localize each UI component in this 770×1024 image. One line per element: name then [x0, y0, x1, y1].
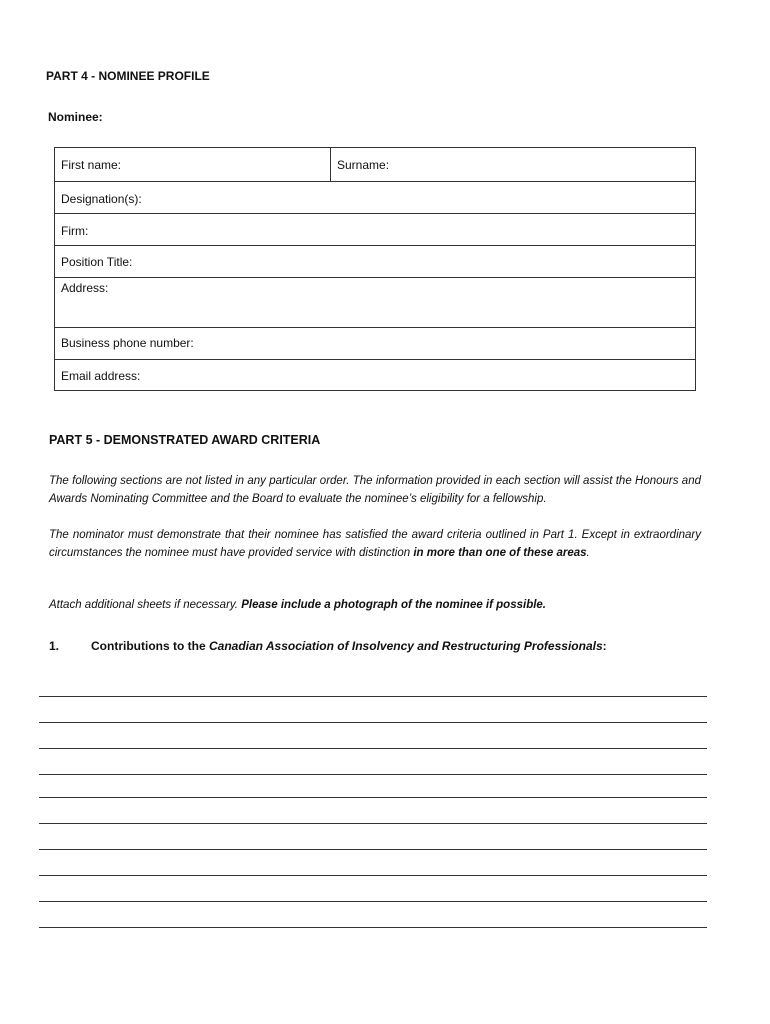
- answer-line[interactable]: [39, 901, 707, 902]
- part4-heading: PART 4 - NOMINEE PROFILE: [46, 69, 210, 83]
- position-title-label: Position Title:: [61, 255, 133, 269]
- surname-label: Surname:: [337, 158, 390, 172]
- designations-field[interactable]: [55, 181, 695, 213]
- question-1-organization: Canadian Association of Insolvency and Restructuring Professionals: [208, 639, 603, 653]
- answer-line[interactable]: [39, 849, 707, 850]
- position-title-field[interactable]: [55, 245, 695, 277]
- attach-paragraph: [49, 596, 701, 614]
- criteria-paragraph: [49, 526, 701, 562]
- address-label: Address:: [61, 281, 109, 295]
- part5-heading: PART 5 - DEMONSTRATED AWARD CRITERIA: [49, 433, 321, 447]
- firm-field[interactable]: [55, 213, 695, 245]
- criteria-text: The nominator must demonstrate that their nominee has satisfied the award criteria outlined in Part 1. Except in extraordinary circumstances the nominee must have provided service with distinction: [49, 529, 701, 559]
- nominee-profile-table: [54, 147, 696, 391]
- question-1-suffix: :: [602, 639, 607, 653]
- firm-label: Firm:: [61, 224, 89, 238]
- question-1-prefix: Contributions to the: [91, 639, 209, 653]
- answer-line[interactable]: [39, 927, 707, 928]
- address-field[interactable]: [55, 277, 695, 327]
- photo-note: Please include a photograph of the nominee if possible.: [241, 599, 546, 611]
- answer-line[interactable]: [39, 823, 707, 824]
- answer-line[interactable]: [39, 797, 707, 798]
- name-row: [55, 148, 695, 181]
- answer-line[interactable]: [39, 875, 707, 876]
- answer-line[interactable]: [39, 774, 707, 775]
- answer-line[interactable]: [39, 722, 707, 723]
- question-1-number: 1.: [49, 639, 60, 653]
- email-label: Email address:: [61, 369, 141, 383]
- answer-line[interactable]: [39, 696, 707, 697]
- answer-line[interactable]: [39, 748, 707, 749]
- designations-label: Designation(s):: [61, 192, 142, 206]
- nominee-label: Nominee:: [48, 110, 103, 124]
- first-name-label: First name:: [61, 158, 122, 172]
- surname-field[interactable]: [331, 148, 695, 181]
- criteria-end: .: [586, 547, 590, 559]
- business-phone-label: Business phone number:: [61, 336, 194, 350]
- attach-text: Attach additional sheets if necessary.: [49, 599, 242, 611]
- email-field[interactable]: [55, 359, 695, 390]
- business-phone-field[interactable]: [55, 327, 695, 359]
- criteria-emphasis: in more than one of these areas: [413, 547, 587, 559]
- instructions-paragraph: The following sections are not listed in any particular order. The information provided in each section will assist the Honours and Awards Nominating Committee and the Board to evaluate the nominee’s eligibility for a fellowship.: [49, 475, 701, 505]
- question-1-text: [91, 639, 607, 653]
- first-name-field[interactable]: [55, 148, 331, 181]
